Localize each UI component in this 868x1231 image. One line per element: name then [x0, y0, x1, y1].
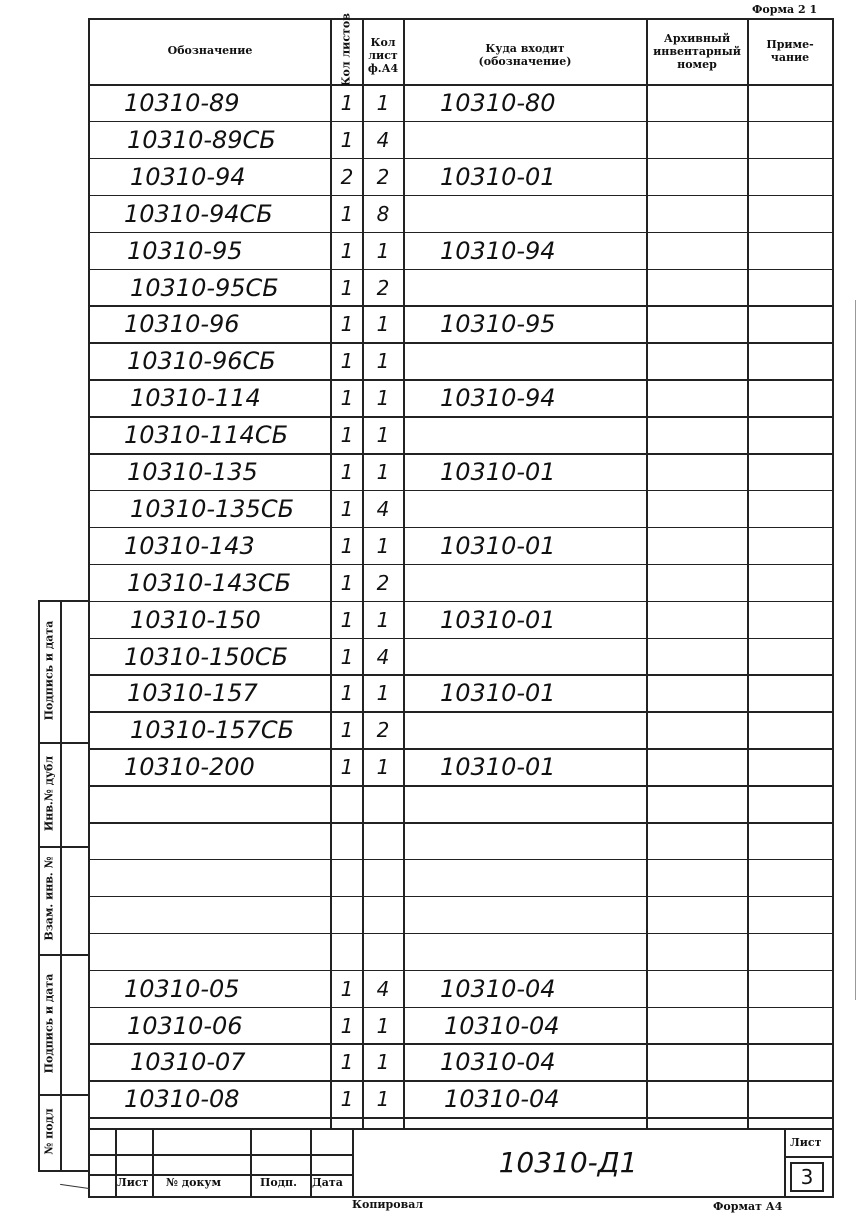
header-archive: Архивный инвентарный номер [653, 32, 741, 71]
cell-sheets-a4: 2 [376, 164, 390, 189]
row-divider [88, 232, 832, 234]
cell-designation: 10310-06 [127, 1011, 243, 1040]
row-divider [88, 601, 832, 603]
row-divider [88, 933, 832, 935]
cell-sheets-a4: 1 [376, 312, 390, 337]
cell-sheets-count: 1 [340, 496, 354, 521]
cell-sheets-count: 1 [340, 644, 354, 669]
frame-top [88, 18, 832, 20]
row-divider [88, 1007, 832, 1009]
cell-sheets-a4: 1 [376, 533, 390, 558]
cell-where-used: 10310-01 [440, 162, 556, 191]
title-block-mid [88, 1154, 352, 1156]
header-note: Приме-чание [766, 38, 814, 64]
title-block-top [88, 1128, 832, 1130]
row-divider [88, 859, 832, 861]
row-divider [88, 453, 832, 455]
cell-sheets-a4: 2 [376, 275, 390, 300]
row-divider [88, 896, 832, 898]
side-strip-top [38, 600, 88, 602]
row-divider [88, 674, 832, 676]
cell-sheets-count: 1 [340, 681, 354, 706]
cell-where-used: 10310-94 [440, 384, 556, 413]
cell-sheets-a4: 1 [376, 1013, 390, 1038]
cell-designation: 10310-114СБ [124, 421, 289, 450]
cell-designation: 10310-89СБ [127, 125, 276, 154]
row-divider [88, 305, 832, 307]
row-divider [88, 379, 832, 381]
document-code: 10310-Д1 [498, 1146, 638, 1179]
cell-where-used: 10310-04 [440, 1048, 556, 1077]
cell-designation: 10310-95 [127, 236, 243, 265]
sheet-label: Лист [790, 1136, 822, 1149]
cell-sheets-count: 1 [340, 1013, 354, 1038]
row-divider [88, 785, 832, 787]
form-label: Форма 2 1 [752, 3, 818, 16]
cell-sheets-count: 1 [340, 1050, 354, 1075]
cell-sheets-count: 1 [340, 312, 354, 337]
cell-where-used: 10310-80 [440, 89, 556, 117]
row-divider [88, 1117, 832, 1119]
cell-where-used: 10310-04 [444, 1085, 560, 1114]
cell-designation: 10310-114 [130, 384, 261, 413]
cell-designation: 10310-143СБ [127, 568, 292, 597]
tb-col-date: Дата [312, 1176, 343, 1189]
cell-sheets-a4: 4 [376, 644, 390, 669]
frame-right [832, 18, 834, 1198]
tb-sheet-divider [784, 1156, 832, 1158]
row-divider [88, 1080, 832, 1082]
row-divider [88, 1043, 832, 1045]
side-strip-bottom [38, 1170, 88, 1172]
cell-sheets-count: 1 [340, 201, 354, 226]
side-divider-1 [38, 742, 88, 744]
cell-sheets-a4: 1 [376, 1087, 390, 1112]
row-divider [88, 158, 832, 160]
footer-format: Формат А4 [713, 1200, 783, 1213]
cell-sheets-count: 1 [340, 976, 354, 1001]
row-divider [88, 342, 832, 344]
cell-sheets-count: 1 [340, 460, 354, 484]
row-divider [88, 970, 832, 972]
cell-sheets-count: 1 [340, 718, 354, 743]
header-bottom-line [88, 84, 832, 86]
side-label-inv-dup: Инв.№ дубл [42, 755, 56, 832]
footer-copied: Копировал [352, 1198, 424, 1211]
cell-designation: 10310-08 [124, 1085, 240, 1114]
cell-designation: 10310-94 [130, 162, 246, 191]
row-divider [88, 748, 832, 750]
cell-sheets-count: 1 [340, 275, 354, 300]
tb-col-3 [250, 1128, 252, 1196]
cell-designation: 10310-89 [124, 89, 240, 117]
cell-sheets-a4: 1 [376, 460, 390, 484]
tb-col-6 [784, 1128, 786, 1196]
cell-sheets-a4: 1 [376, 607, 390, 632]
cell-sheets-a4: 4 [376, 496, 390, 521]
cell-designation: 10310-94СБ [124, 199, 273, 228]
cell-designation: 10310-135 [127, 458, 258, 486]
cell-where-used: 10310-04 [444, 1011, 560, 1040]
scan-artifact [60, 1184, 90, 1189]
cell-sheets-count: 1 [340, 386, 354, 411]
cell-where-used: 10310-94 [440, 236, 556, 265]
cell-where-used: 10310-95 [440, 310, 556, 339]
cell-sheets-count: 1 [340, 349, 354, 374]
header-designation: Обозначение [167, 44, 253, 57]
cell-sheets-a4: 2 [376, 718, 390, 743]
cell-sheets-count: 1 [340, 423, 354, 448]
cell-sheets-count: 1 [340, 127, 354, 152]
cell-designation: 10310-05 [124, 974, 240, 1003]
cell-sheets-count: 1 [340, 607, 354, 632]
cell-sheets-a4: 1 [376, 1050, 390, 1075]
cell-designation: 10310-150 [130, 605, 261, 634]
cell-designation: 10310-96СБ [127, 347, 276, 376]
cell-sheets-count: 1 [340, 91, 354, 115]
tb-col-2 [152, 1128, 154, 1196]
header-sheets-count: Кол листов [339, 13, 353, 87]
scan-edge-line [855, 300, 856, 1000]
cell-where-used: 10310-01 [440, 605, 556, 634]
col-line-5 [747, 18, 749, 1128]
row-divider [88, 269, 832, 271]
sheet-number: 3 [790, 1162, 824, 1192]
row-divider [88, 490, 832, 492]
cell-sheets-a4: 1 [376, 423, 390, 448]
cell-sheets-a4: 1 [376, 91, 390, 115]
cell-sheets-count: 1 [340, 1087, 354, 1112]
col-line-4 [646, 18, 648, 1128]
cell-where-used: 10310-01 [440, 679, 556, 708]
cell-sheets-count: 1 [340, 570, 354, 595]
cell-sheets-a4: 1 [376, 349, 390, 374]
row-divider [88, 195, 832, 197]
cell-sheets-a4: 2 [376, 570, 390, 595]
header-where-used: Куда входит (обозначение) [478, 42, 572, 68]
side-divider-3 [38, 954, 88, 956]
row-divider [88, 564, 832, 566]
cell-sheets-a4: 4 [376, 127, 390, 152]
cell-designation: 10310-200 [124, 753, 255, 782]
cell-sheets-count: 2 [340, 164, 354, 189]
cell-where-used: 10310-04 [440, 974, 556, 1003]
cell-where-used: 10310-01 [440, 531, 556, 560]
col-line-3 [403, 18, 405, 1128]
cell-designation: 10310-95СБ [130, 273, 279, 302]
cell-sheets-a4: 8 [376, 201, 390, 226]
row-divider [88, 416, 832, 418]
row-divider [88, 711, 832, 713]
side-label-sign-date-1: Подпись и дата [42, 620, 56, 721]
cell-designation: 10310-135СБ [130, 494, 295, 523]
cell-designation: 10310-157 [127, 679, 258, 708]
cell-sheets-a4: 4 [376, 976, 390, 1001]
cell-designation: 10310-07 [130, 1048, 246, 1077]
cell-sheets-a4: 1 [376, 681, 390, 706]
row-divider [88, 822, 832, 824]
cell-where-used: 10310-01 [440, 458, 556, 486]
cell-sheets-a4: 1 [376, 386, 390, 411]
cell-sheets-count: 1 [340, 238, 354, 263]
cell-sheets-a4: 1 [376, 755, 390, 780]
cell-designation: 10310-143 [124, 531, 255, 560]
header-sheets-a4: Кол лист ф.А4 [367, 36, 399, 75]
side-label-sign-date-2: Подпись и дата [42, 973, 56, 1074]
side-strip-right [60, 600, 62, 1172]
cell-designation: 10310-96 [124, 310, 240, 339]
row-divider [88, 527, 832, 529]
cell-where-used: 10310-01 [440, 753, 556, 782]
cell-sheets-a4: 1 [376, 238, 390, 263]
cell-designation: 10310-157СБ [130, 716, 295, 745]
cell-designation: 10310-150СБ [124, 642, 289, 671]
tb-col-doc-no: № докум [166, 1176, 221, 1189]
tb-col-sign: Подп. [260, 1176, 297, 1189]
side-label-mutual-inv: Взам. инв. № [42, 856, 56, 941]
row-divider [88, 121, 832, 123]
cell-sheets-count: 1 [340, 533, 354, 558]
cell-sheets-count: 1 [340, 755, 354, 780]
row-divider [88, 638, 832, 640]
side-strip-left [38, 600, 40, 1172]
frame-bottom [88, 1196, 834, 1198]
tb-col-sheet: Лист [117, 1176, 149, 1189]
side-label-orig-inv: № подл [42, 1108, 56, 1155]
